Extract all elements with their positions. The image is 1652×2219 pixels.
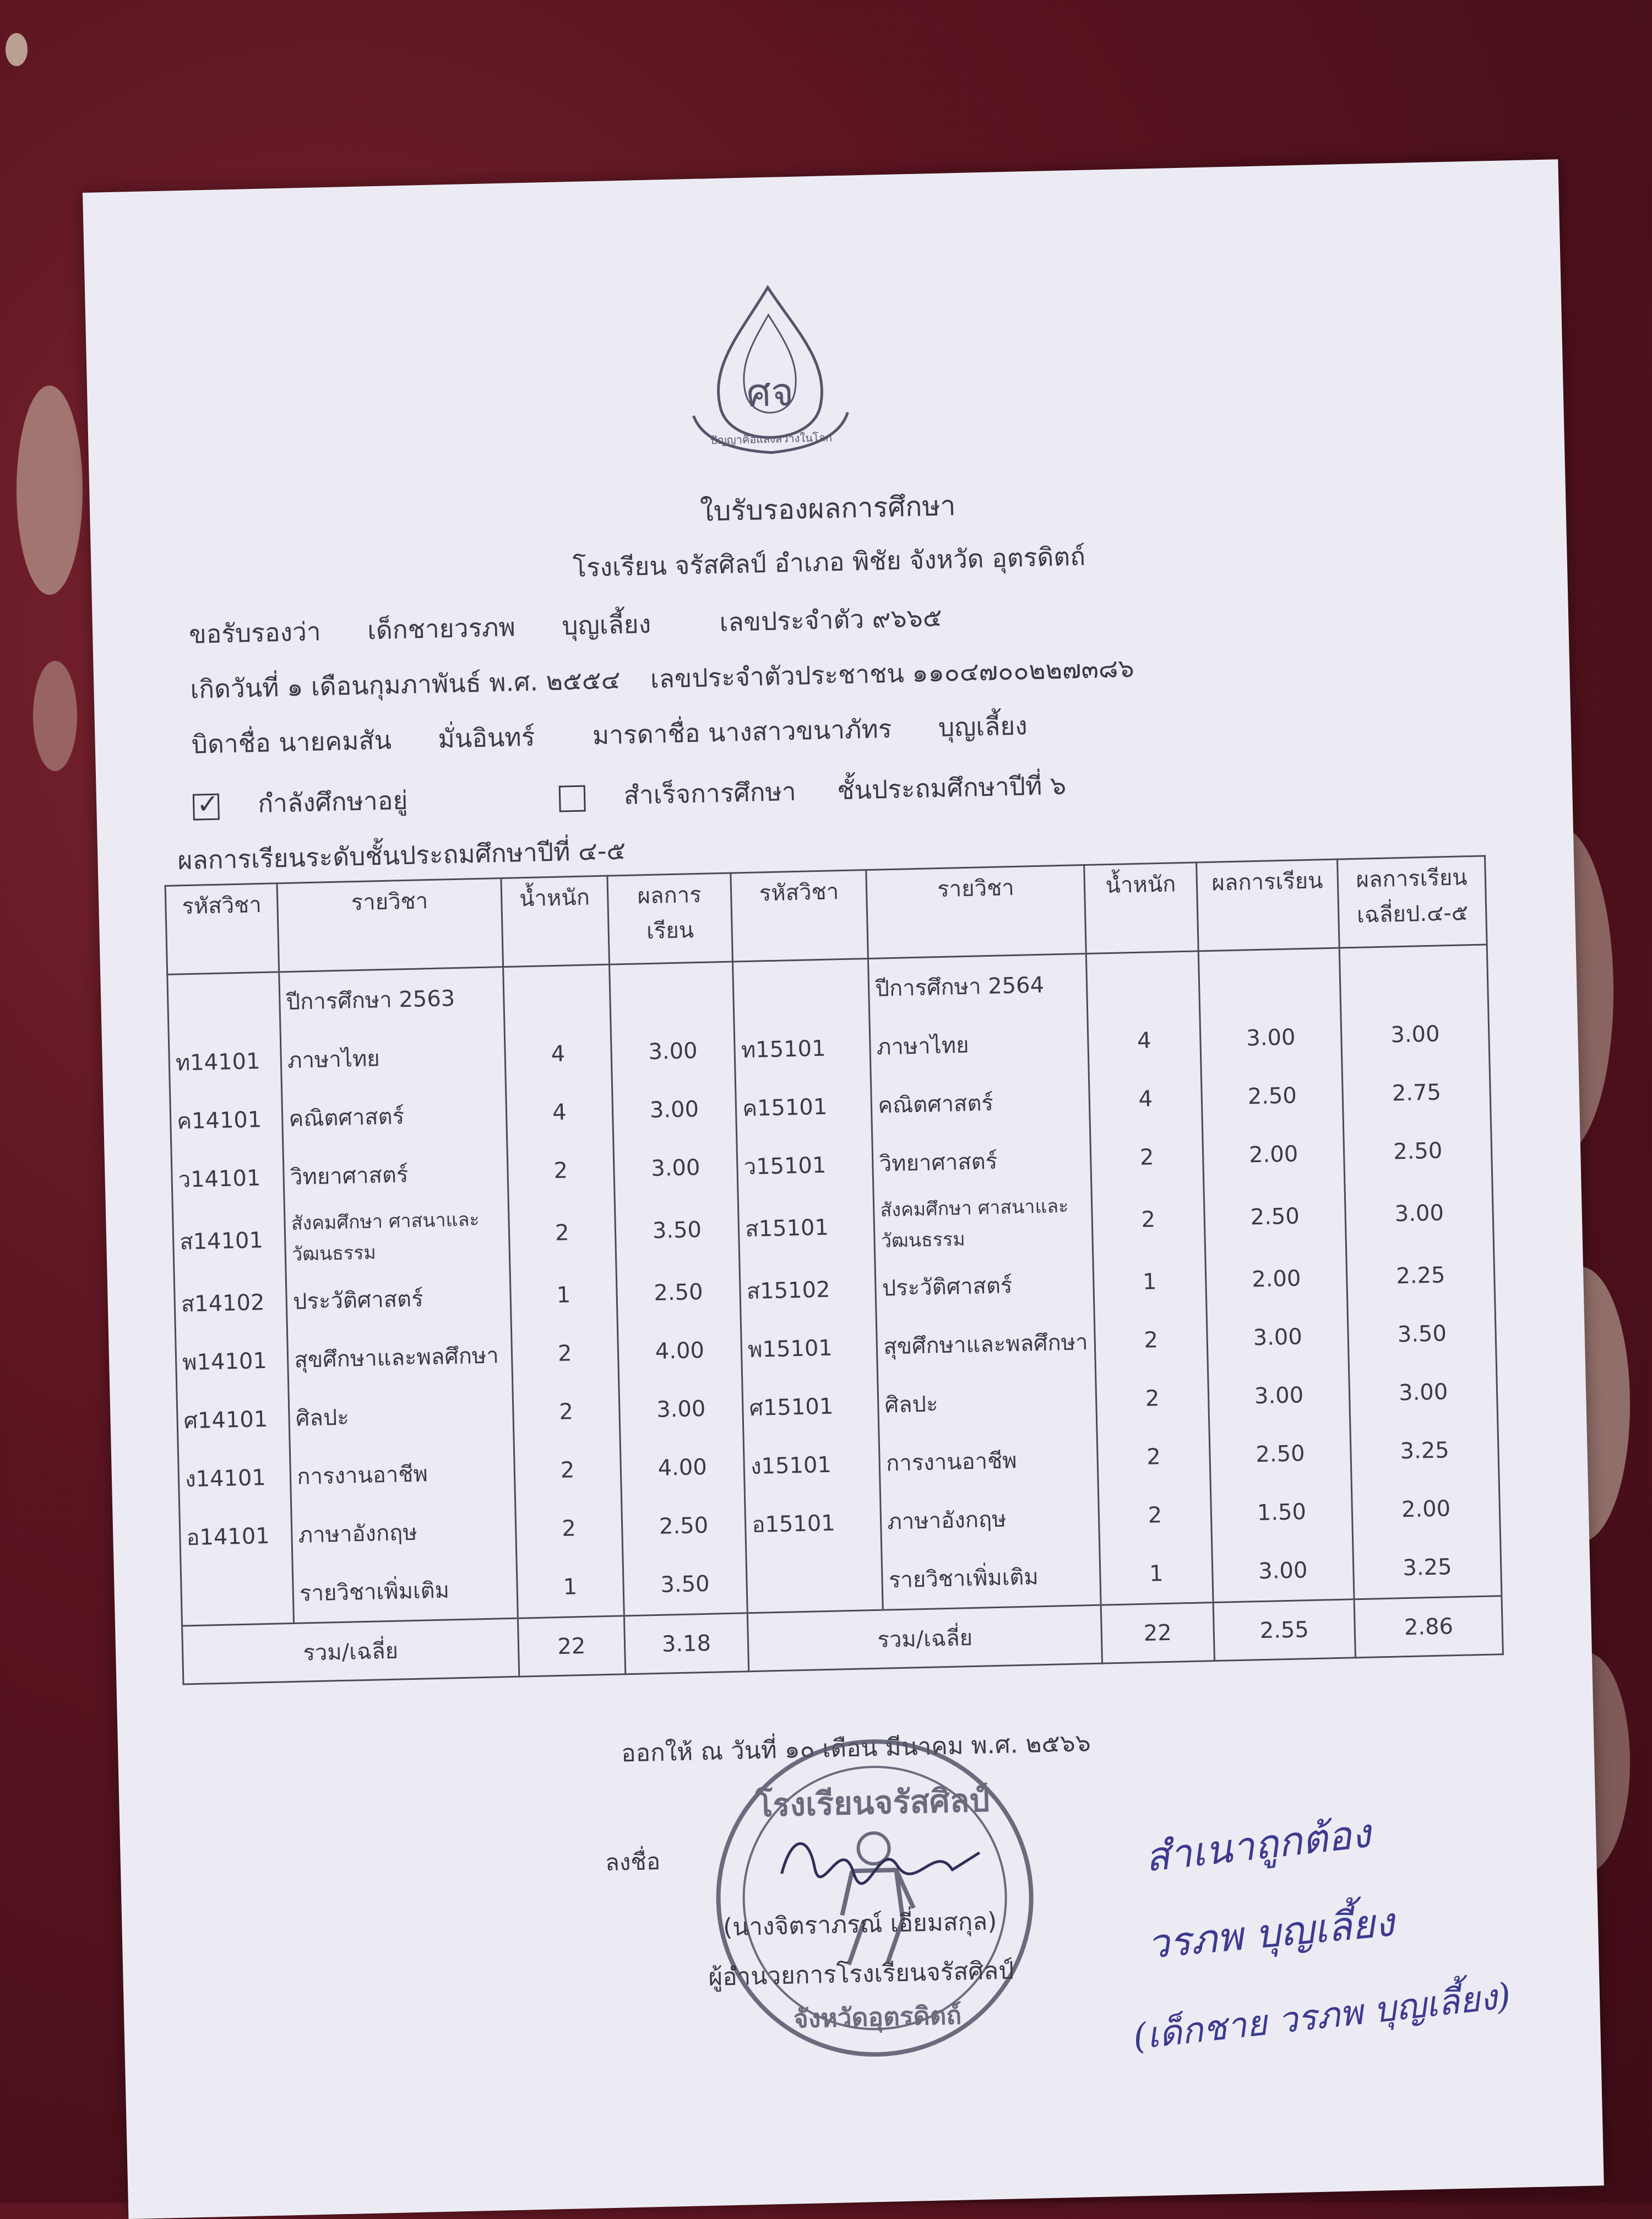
weight: 2 [507,1141,615,1201]
weight: 2 [515,1498,623,1559]
student-id: เลขประจำตัว ๙๖๖๕ [719,602,943,637]
grade: 2.50 [621,1495,746,1556]
student-surname: บุญเลี้ยง [561,609,651,641]
birth-date: เกิดวันที่ ๑ เดือนกุมภาพันธ์ พ.ศ. ๒๕๕๔ [189,665,621,704]
grade: 1.50 [1210,1482,1353,1543]
director-signature [770,1819,992,1901]
studying-label: กำลังศึกษาอยู่ [257,785,408,819]
year-right: ปีการศึกษา 2564 [868,954,1088,1018]
header-cell: ผลการเรียน เฉลี่ยป.๔-๕ [1338,856,1487,948]
grade: 2.50 [1209,1423,1351,1485]
course-code [181,1564,294,1626]
average-grade: 3.00 [1345,1179,1493,1248]
background-speck [33,661,77,771]
school-line: โรงเรียน จรัสศิลป์ อำเภอ พิชัย จังหวัด อุตรดิตถ์ [572,541,1086,583]
weight: 2 [508,1199,616,1267]
parents-line [191,705,1067,765]
grade: 2.50 [1204,1182,1346,1251]
subject-name: คณิตศาสตร์ [282,1084,507,1148]
subject-name: ศิลปะ [878,1371,1097,1434]
subject-name: การงานอาชีพ [290,1442,515,1506]
signer-name: (นางจิตราภรณ์ เอี่ยมสกุล) [722,1907,997,1942]
course-code: ศ15101 [742,1376,879,1437]
weight: 4 [506,1082,613,1143]
subject-name: ภาษาไทย [280,1026,506,1089]
course-code: ว15101 [737,1135,873,1196]
signer-title: ผู้อำนวยการโรงเรียนจรัสศิลป์ [708,1956,1014,1992]
weight: 2 [1094,1310,1208,1371]
header-cell: รหัสวิชา [165,883,279,975]
weight: 2 [513,1381,620,1442]
course-code: ส14102 [174,1272,287,1333]
subject-name: ภาษาอังกฤษ [881,1488,1100,1551]
certificate-paper [83,159,1604,2219]
father-name: บิดาชื่อ นายคมสัน [191,725,392,759]
grade: 3.50 [615,1196,740,1265]
weight: 2 [511,1323,618,1384]
grade: 3.50 [622,1554,747,1616]
course-code: ค15101 [736,1076,872,1138]
average-grade: 3.00 [1349,1361,1498,1423]
course-code: ศ14101 [177,1389,290,1450]
subject-name: การงานอาชีพ [879,1429,1098,1493]
weight: 4 [1089,1068,1202,1130]
grade: 3.00 [1207,1306,1349,1368]
subject-name: สังคมศึกษา ศาสนาและ วัฒนธรรม [873,1188,1093,1259]
subject-name: สุขศึกษาและพลศึกษา [877,1312,1096,1376]
subject-name: ภาษาไทย [870,1013,1089,1076]
course-code: อ14101 [180,1506,293,1567]
grade: 2.00 [1205,1248,1347,1310]
mother-name: มารดาชื่อ นางสาวขนาภัทร [592,713,892,751]
handwritten-full-name: (เด็กชาย วรภพ บุญเลี้ยง) [1131,1976,1513,2058]
weight: 2 [1099,1485,1212,1546]
subject-name: สุขศึกษาและพลศึกษา [287,1326,513,1389]
grade: 3.00 [612,1079,737,1141]
svg-text:ศจ: ศจ [746,369,795,416]
course-code: ท14101 [169,1031,282,1092]
sign-label: ลงชื่อ [605,1847,661,1876]
weight: 2 [1091,1185,1205,1254]
grade: 4.00 [620,1437,745,1498]
subject-name: วิทยาศาสตร์ [283,1143,508,1206]
birth-line [190,647,1173,709]
mother-surname: บุญเลี้ยง [938,710,1028,742]
background-speck [17,386,83,595]
course-code: ค14101 [170,1089,284,1151]
total-label-left: รวม/เฉลี่ย [182,1618,519,1684]
course-code: ท15101 [734,1018,871,1079]
logo-motto: ปัญญาคือแสงสว่างในโลก [710,431,833,447]
studying-checkbox [193,793,220,820]
header-cell: รหัสวิชา [731,870,868,962]
header-cell: น้ำหนัก [501,876,609,967]
course-code: ส15101 [738,1193,875,1262]
weight: 4 [504,1024,612,1084]
course-code: ส14101 [172,1206,286,1275]
grades-table [165,855,1504,1685]
average-grade: 2.00 [1352,1478,1501,1540]
certify-label: ขอรับรองว่า [188,616,322,649]
weight: 2 [514,1440,621,1500]
subject-name: รายวิชาเพิ่มเติม [882,1546,1101,1610]
grade: 3.00 [611,1021,736,1082]
grade-level: ชั้นประถมศึกษาปีที่ ๖ [836,770,1067,806]
total-gpa-left: 3.18 [624,1613,749,1674]
father-surname: มั่นอินทร์ [437,721,535,754]
background-speck [6,33,28,66]
course-code: ง14101 [178,1447,291,1509]
year-left: ปีการศึกษา 2563 [279,967,504,1032]
subject-name: ศิลปะ [289,1384,514,1447]
graduated-label: สำเร็จการศึกษา [623,776,797,810]
citizen-id: เลขประจำตัวประชาชน ๑๑๐๔๗๐๐๒๒๗๓๘๖ [650,653,1135,694]
total-weight-left: 22 [518,1616,625,1677]
subject-name: คณิตศาสตร์ [871,1071,1090,1135]
grade: 3.00 [1211,1540,1354,1602]
weight: 2 [1090,1127,1204,1188]
weight: 1 [1093,1251,1207,1312]
grade: 3.00 [1199,1007,1342,1069]
weight: 2 [1096,1368,1209,1429]
course-code: ง15101 [743,1434,880,1496]
grade: 2.50 [1201,1066,1344,1127]
average-grade: 2.75 [1342,1062,1491,1124]
certify-line [188,596,981,655]
average-grade: 3.25 [1353,1537,1502,1599]
school-emblem-icon [685,280,854,465]
total-gpa-average: 2.86 [1354,1596,1503,1658]
weight: 4 [1088,1010,1201,1071]
course-code [746,1551,883,1613]
graduated-checkbox [558,785,585,812]
header-cell: รายวิชา [866,865,1086,959]
weight: 1 [517,1556,624,1618]
header-cell: รายวิชา [277,878,503,972]
grade: 3.00 [1208,1365,1350,1426]
status-line [192,764,1105,826]
subject-name: ประวัติศาสตร์ [286,1267,511,1331]
total-gpa-right: 2.55 [1213,1599,1356,1661]
average-grade: 3.00 [1341,1003,1490,1065]
handwritten-name: วรภพ บุญเลี้ยง [1145,1898,1396,1968]
results-heading: ผลการเรียนระดับชั้นประถมศึกษาปีที่ ๔-๕ [177,835,626,876]
student-name: เด็กชายวรภพ [367,612,516,645]
seal-text-top: โรงเรียนจรัสศิลป์ [755,1781,990,1825]
grade: 4.00 [617,1320,742,1381]
average-grade: 3.50 [1347,1303,1496,1365]
grade: 2.50 [616,1262,741,1323]
subject-name: ภาษาอังกฤษ [291,1501,517,1564]
course-code: ส15102 [740,1259,876,1321]
document-title: ใบรับรองผลการศึกษา [699,490,957,528]
weight: 1 [510,1265,617,1326]
course-code: พ14101 [176,1331,289,1392]
weight: 1 [1100,1543,1213,1605]
course-code: พ15101 [741,1317,878,1379]
subject-name: วิทยาศาสตร์ [872,1130,1091,1193]
subject-name: สังคมศึกษา ศาสนาและ วัฒนธรรม [285,1201,510,1272]
grade: 3.00 [618,1379,743,1440]
header-cell: น้ำหนัก [1084,862,1198,954]
average-grade: 2.50 [1344,1120,1492,1182]
total-weight-right: 22 [1101,1603,1214,1664]
grade: 3.00 [613,1137,738,1198]
handwritten-certified-copy: สำเนาถูกต้อง [1143,1810,1373,1881]
seal-text-bottom: จังหวัดอุตรดิตถ์ [793,2000,962,2034]
course-code: อ15101 [745,1493,882,1554]
issued-date: ออกให้ ณ วันที่ ๑๐ เดือน มีนาคม พ.ศ. ๒๕๖๖ [621,1729,1091,1768]
average-grade: 2.25 [1346,1245,1495,1306]
header-cell: ผลการเรียน [1196,859,1339,951]
course-code: ว14101 [171,1148,285,1209]
grade: 2.00 [1202,1124,1345,1185]
total-label-right: รวม/เฉลี่ย [748,1605,1102,1672]
subject-name: ประวัติศาสตร์ [875,1254,1094,1317]
weight: 2 [1097,1426,1210,1488]
header-cell: ผลการเรียน [607,873,732,964]
average-grade: 3.25 [1350,1420,1499,1482]
subject-name: รายวิชาเพิ่มเติม [292,1559,518,1624]
